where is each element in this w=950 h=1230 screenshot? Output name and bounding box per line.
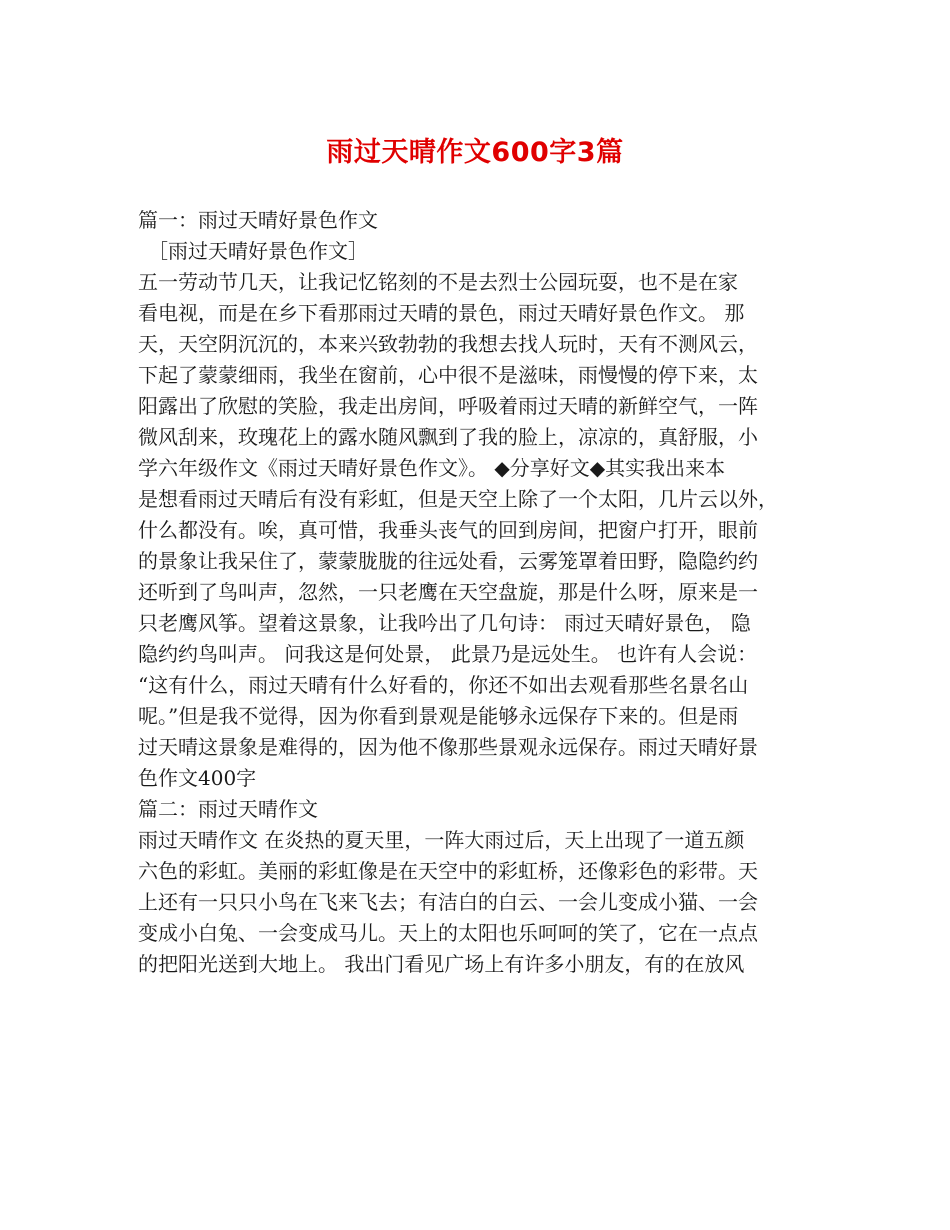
text-line: 是想看雨过天晴后有没有彩虹，但是天空上除了一个太阳，几片云以外， xyxy=(138,487,778,511)
text-line: 天，天空阴沉沉的，本来兴致勃勃的我想去找人玩时，天有不测风云， xyxy=(138,332,758,356)
text-line: 阳露出了欣慰的笑脸，我走出房间，呼吸着雨过天晴的新鲜空气，一阵 xyxy=(138,394,758,418)
article-body xyxy=(138,205,822,980)
text-line: 过天晴这景象是难得的，因为他不像那些景观永远保存。雨过天晴好景 xyxy=(138,735,758,759)
text-line: ［雨过天晴好景色作文］ xyxy=(138,239,368,263)
text-line: 五一劳动节几天，让我记忆铭刻的不是去烈士公园玩耍，也不是在家 xyxy=(138,270,738,294)
document-title: 雨过天晴作文600字3篇 xyxy=(326,137,624,168)
text-line: 六色的彩虹。美丽的彩虹像是在天空中的彩虹桥，还像彩色的彩带。天 xyxy=(138,859,758,883)
section-heading: 篇二：雨过天晴作文 xyxy=(138,797,318,821)
text-line: 什么都没有。唉，真可惜，我垂头丧气的回到房间，把窗户打开，眼前 xyxy=(138,518,758,542)
text-line: 雨过天晴作文 在炎热的夏天里，一阵大雨过后，天上出现了一道五颜 xyxy=(138,828,745,852)
text-line: 变成小白兔、一会变成马儿。天上的太阳也乐呵呵的笑了，它在一点点 xyxy=(138,921,758,945)
text-line: “这有什么，雨过天晴有什么好看的，你还不如出去观看那些名景名山 xyxy=(138,673,749,697)
text-line: 微风刮来，玫瑰花上的露水随风飘到了我的脸上，凉凉的，真舒服，小 xyxy=(138,425,758,449)
text-line: 色作文400字 xyxy=(138,766,257,790)
text-line: 学六年级作文《雨过天晴好景色作文》。 ◆分享好文◆其实我出来本 xyxy=(138,456,726,480)
text-line: 的把阳光送到大地上。 我出门看见广场上有许多小朋友，有的在放风 xyxy=(138,952,745,976)
text-line: 的景象让我呆住了，蒙蒙胧胧的往远处看，云雾笼罩着田野，隐隐约约 xyxy=(138,549,758,573)
text-line: 隐约约鸟叫声。 问我这是何处景， 此景乃是远处生。 也许有人会说： xyxy=(138,642,758,666)
text-line: 只老鹰风筝。望着这景象，让我吟出了几句诗： 雨过天晴好景色， 隐 xyxy=(138,611,751,635)
text-line: 上还有一只只小鸟在飞来飞去；有洁白的白云、一会儿变成小猫、一会 xyxy=(138,890,758,914)
text-line: 还听到了鸟叫声，忽然，一只老鹰在天空盘旋，那是什么呀，原来是一 xyxy=(138,580,758,604)
text-line: 篇一：雨过天晴好景色作文 xyxy=(138,208,378,232)
text-line: 呢。”但是我不觉得，因为你看到景观是能够永远保存下来的。但是雨 xyxy=(138,704,739,728)
text-line: 看电视，而是在乡下看那雨过天晴的景色，雨过天晴好景色作文。 那 xyxy=(138,301,745,325)
text-line: 下起了蒙蒙细雨，我坐在窗前，心中很不是滋味，雨慢慢的停下来，太 xyxy=(138,363,758,387)
